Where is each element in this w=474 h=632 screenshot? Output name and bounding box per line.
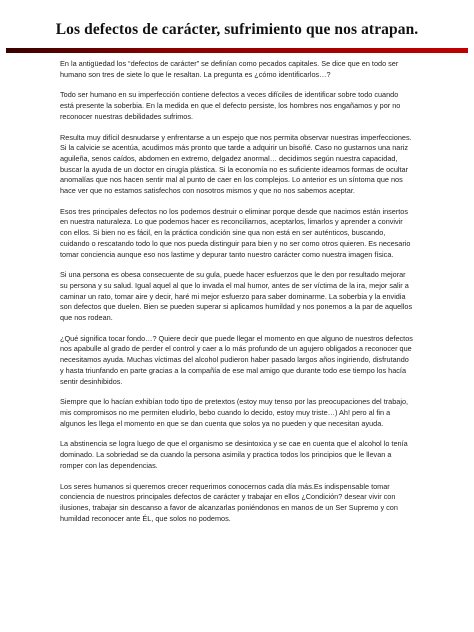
paragraph-8: La abstinencia se logra luego de que el organismo se desintoxica y se cae en cuenta que el alcohol lo tenía dominado. La sobriedad se da cuando la persona asimila y practica todos los principios que le llevan a romper con las dependencias. [60, 439, 408, 470]
page-title: Los defectos de carácter, sufrimiento que nos atrapan. [55, 21, 419, 38]
paragraph-9: Los seres humanos si queremos crecer requerimos conocernos cada día más.Es indispensable tomar conciencia de nuestros principales defectos de carácter y trabajar en ellos ¿Condición? desear vivir con ilusiones, trabajar sin descanso a favor de alcanzarlas poniéndonos en manos de un Ser Supremo y con humildad reconocer ante ÉL, que solos no podemos. [60, 481, 398, 523]
paragraph-2: Todo ser humano en su imperfección contiene defectos a veces difíciles de identificar sobre todo cuando está presente la soberbia. En la medida en que el defecto persiste, los hombres nos engañamos y por no reconocer nuestras debilidades sufrimos. [60, 90, 401, 121]
paragraph-4: Esos tres principales defectos no los podemos destruir o eliminar porque desde que nacimos están insertos en nuestra naturaleza. Lo que podemos hacer es reconciliarnos, aceptarlos, limarlos y aprender a convivir con ellos. Si bien no es fácil, en la práctica condición sine qua non está en ser auténticos, buscando, cuidando o rescatando todo lo que nos pueda distinguir para bien y no ser como otros quieren. Es necesario tomar conciencia aunque eso nos lastime y depurar tanto nuestro carácter como nuestra imagen física. [60, 206, 411, 259]
paragraph-5: Si una persona es obesa consecuente de su gula, puede hacer esfuerzos que le den por resultado mejorar su persona y su salud. Igual aquel al que lo invada el mal humor, antes de ser víctima de la ira, mejor salir a caminar un rato, tomar aire y decir, haré mi mejor esfuerzo para saber dominarme. La soberbia y la envidia son defectos que duelen. Bien se pueden superar si aplicamos humildad y nos ponemos a la par de aquellos que nos rodean. [60, 270, 413, 323]
paragraph-3: Resulta muy difícil desnudarse y enfrentarse a un espejo que nos permita observar nuestras imperfecciones. Si la calvicie se acentúa, acudimos más pronto que tarde a adquirir un bisoñé. Caso no gustarnos una nariz aguileña, senos caídos, abdomen en extremo, delgadez anormal… decidimos según nuestra capacidad, buscar la ayuda de un doctor en cirugía plástica. Si la economía no es suficiente ideamos formas de ocultar anomalías que nos hacen sentir mal al punto de caer en los complejos. Lo anterior es un síntoma que nos hace ver que no estamos satisfechos con nosotros mismos y que no nos sabemos aceptar. [60, 132, 412, 196]
paragraph-1: En la antigüedad los “defectos de carácter” se definían como pecados capitales. Se dice que en todo ser humano son tres de siete lo que le resaltan. La pregunta es ¿cómo identificarlos…? [60, 59, 399, 79]
paragraph-7: Siempre que lo hacían exhibían todo tipo de pretextos (estoy muy tenso por las preocupaciones del trabajo, mis compromisos no me permiten eludirlo, bebo cuando lo decido, estoy muy triste…) Ah! pero al fin a algunos les llega el momento en que se dan cuenta que solos ya no pueden y que necesitan ayuda. [60, 397, 409, 428]
document-body [0, 53, 474, 524]
paragraph-6: ¿Qué significa tocar fondo…? Quiere decir que puede llegar el momento en que alguno de nuestros defectos nos apabulle al grado de perder el control y caer a lo más profundo de un agujero obligados a reconocer que necesitamos ayuda. Muchas víctimas del alcohol pudieron haber pasado largos años ingiriendo, disfrutando y hasta triunfando en parte gracias a la compañía de ese mal amigo que durante todo ese tiempo los hacía sentir desinhibidos. [60, 333, 413, 386]
